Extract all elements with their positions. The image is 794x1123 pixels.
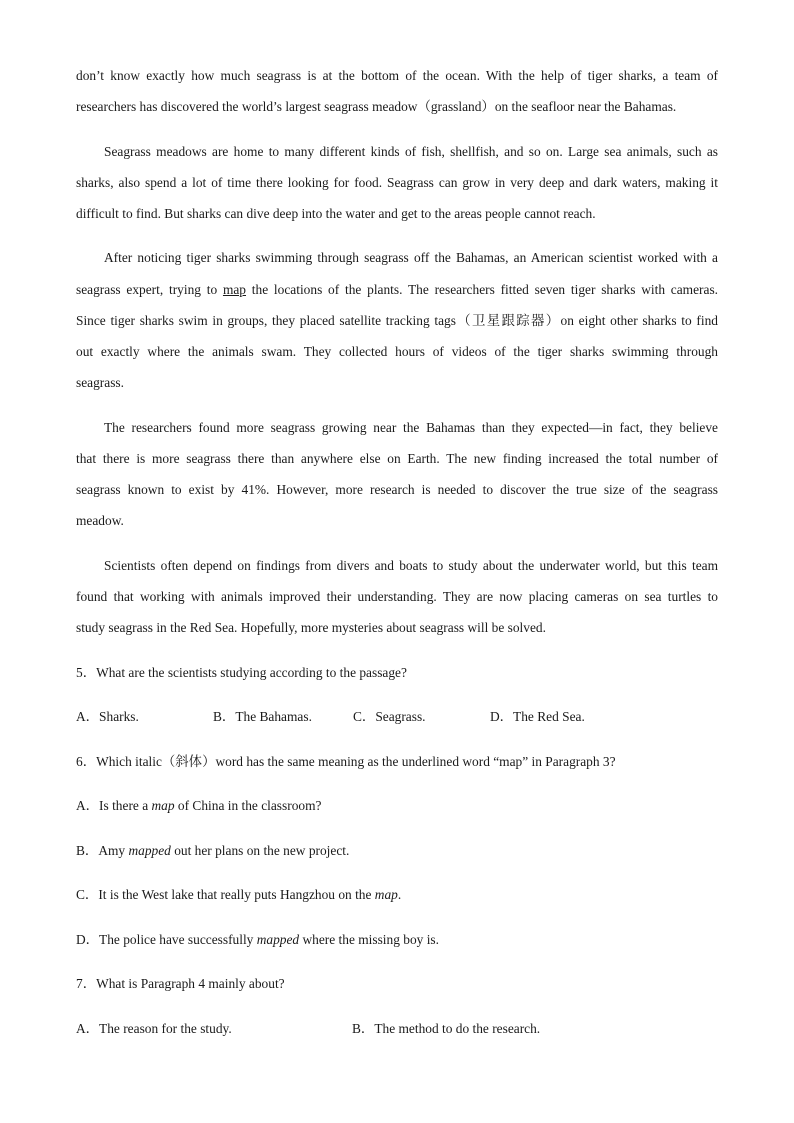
option-a: A．The reason for the study. <box>76 1021 232 1036</box>
option-b: B．The Bahamas. <box>213 709 312 724</box>
text-run: out her plans on the new project. <box>170 843 350 858</box>
question-stem: 7．What is Paragraph 4 mainly about? <box>76 976 285 991</box>
paragraph-line: seagrass. <box>76 375 124 390</box>
text-run: C．It is the West lake that really puts Hangzhou on the <box>76 887 375 902</box>
paragraph-line: Seagrass meadows are home to many different kinds of fish, shellfish, and so on. Large sea animals, such as <box>104 144 718 159</box>
option-a: A．Sharks. <box>76 709 139 724</box>
paragraph-line: sharks, also spend a lot of time there looking for food. Seagrass can grow in very deep and dark waters, making it <box>76 175 718 190</box>
paragraph-line: After noticing tiger sharks swimming through seagrass off the Bahamas, an American scientist worked with a <box>104 250 718 265</box>
text-run: the locations of the plants. The researchers fitted seven tiger sharks with cameras. <box>246 282 719 297</box>
text-run: D．The police have successfully <box>76 932 257 947</box>
text-run: A．Is there a <box>76 798 152 813</box>
paragraph-line: don’t know exactly how much seagrass is at the bottom of the ocean. With the help of tiger sharks, a team of <box>76 68 718 83</box>
option-c: C．Seagrass. <box>353 709 426 724</box>
question-stem: 6．Which italic（斜体）word has the same meaning as the underlined word “map” in Paragraph 3? <box>76 754 616 769</box>
text-run: B．Amy <box>76 843 129 858</box>
paragraph-line: out exactly where the animals swam. They collected hours of videos of the tiger sharks swimming through <box>76 344 718 359</box>
text-run: of China in the classroom? <box>174 798 322 813</box>
underlined-word-map: map <box>222 282 247 297</box>
text-run: . <box>397 887 402 902</box>
option-a <box>76 798 718 814</box>
text-run: seagrass expert, trying to <box>76 282 223 297</box>
text-run: where the missing boy is. <box>299 932 439 947</box>
option-d: D．The Red Sea. <box>490 709 585 724</box>
question-stem: 5．What are the scientists studying according to the passage? <box>76 665 407 680</box>
paragraph-line: The researchers found more seagrass growing near the Bahamas than they expected—in fact, they believe <box>104 420 718 435</box>
paragraph-line <box>76 282 718 298</box>
italic-word: map <box>374 887 398 902</box>
paragraph-line: that there is more seagrass there than anywhere else on Earth. The new finding increased the total number of <box>76 451 718 466</box>
paragraph-line: Since tiger sharks swim in groups, they placed satellite tracking tags（卫星跟踪器）on eight other sharks to find <box>76 313 718 328</box>
paragraph-line: Scientists often depend on findings from divers and boats to study about the underwater world, but this team <box>104 558 718 573</box>
paragraph-line: seagrass known to exist by 41%. However, more research is needed to discover the true size of the seagrass <box>76 482 718 497</box>
paragraph-line: meadow. <box>76 513 124 528</box>
option-b: B．The method to do the research. <box>352 1021 541 1036</box>
italic-word: mapped <box>256 932 300 947</box>
option-c <box>76 887 718 903</box>
paragraph-line: difficult to find. But sharks can dive deep into the water and get to the areas people cannot reach. <box>76 206 596 221</box>
paragraph-line: researchers has discovered the world’s largest seagrass meadow（grassland）on the seafloor near the Bahamas. <box>76 99 677 114</box>
paragraph-line: found that working with animals improved their understanding. They are now placing cameras on sea turtles to <box>76 589 718 604</box>
option-d <box>76 932 718 948</box>
option-b <box>76 843 718 859</box>
paragraph-line: study seagrass in the Red Sea. Hopefully, more mysteries about seagrass will be solved. <box>76 620 546 635</box>
italic-word: mapped <box>128 843 171 858</box>
italic-word: map <box>151 798 175 813</box>
